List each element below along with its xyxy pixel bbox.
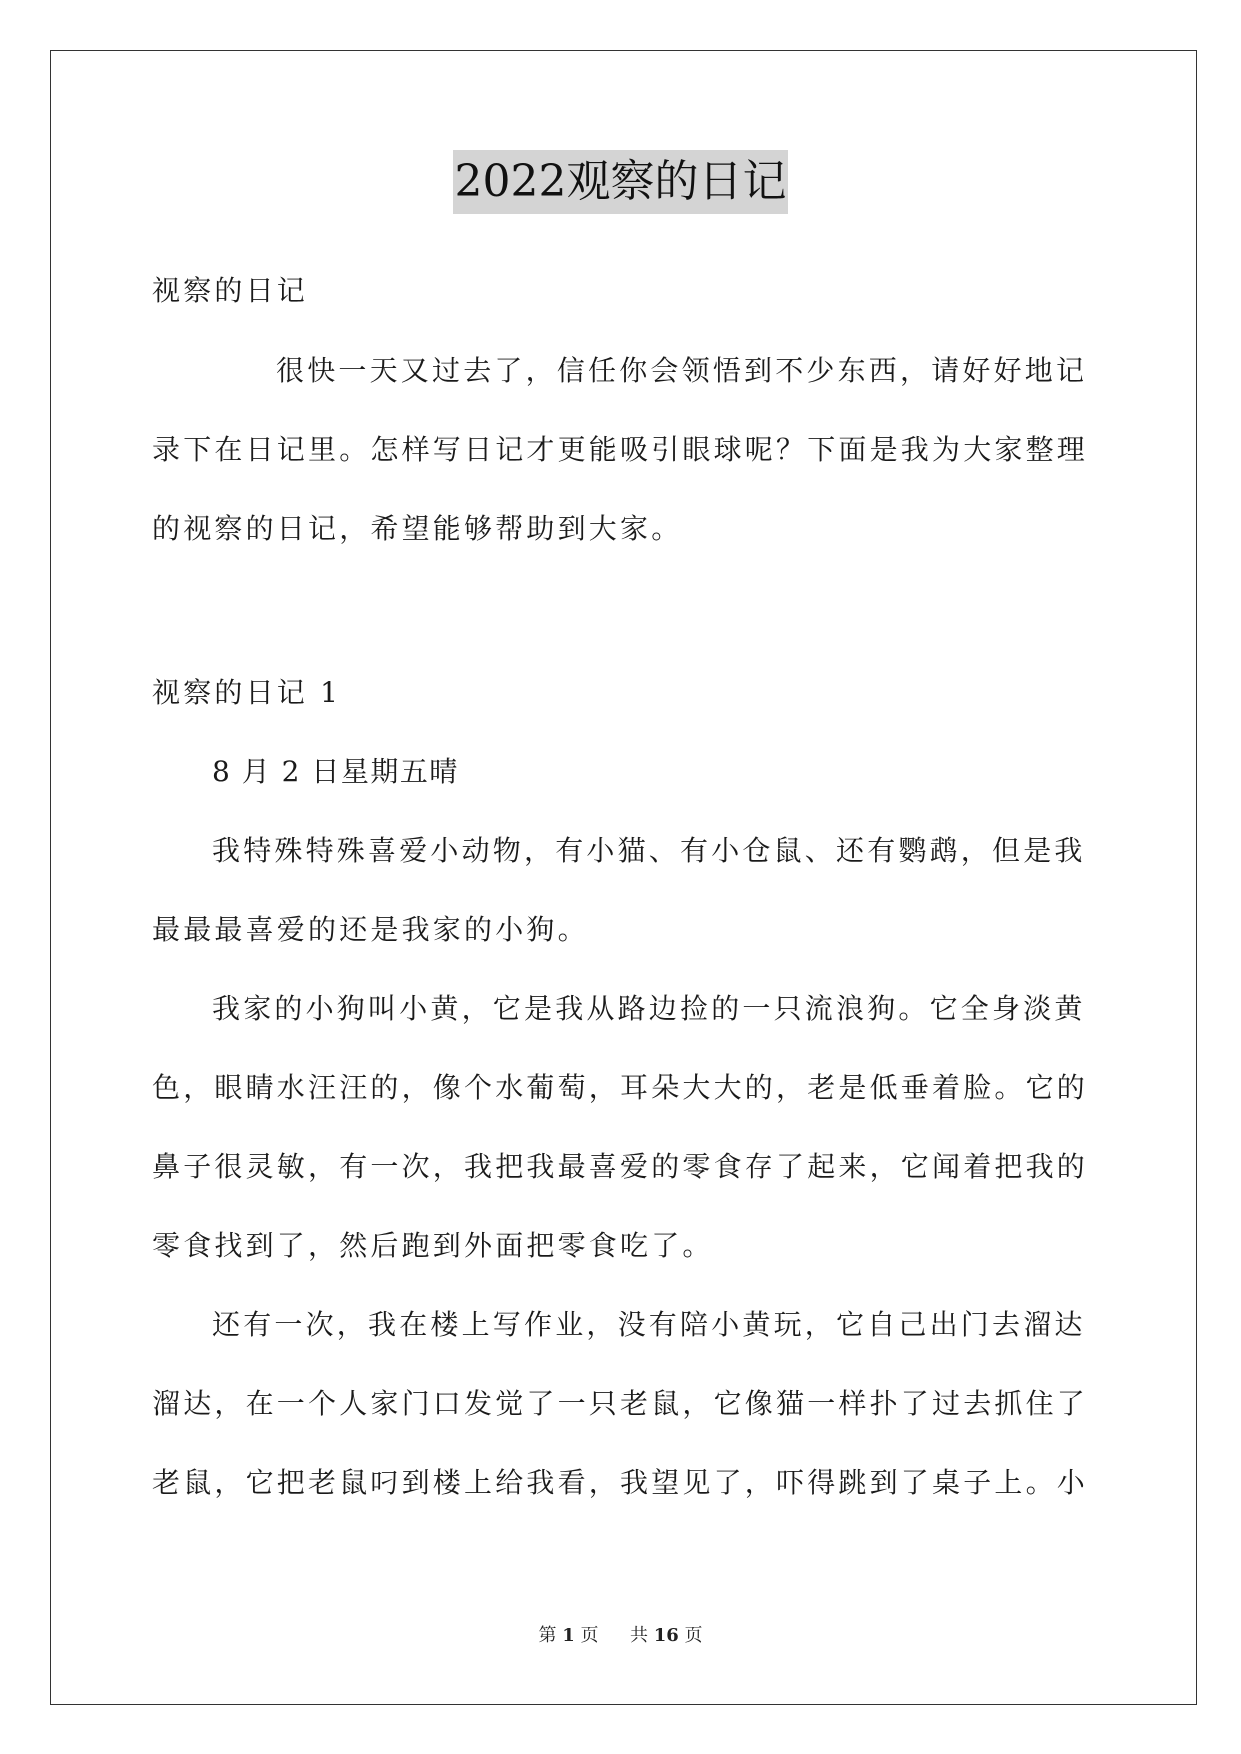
current-page-number: 1 (562, 1625, 575, 1646)
diary-heading: 视察的日记 1 (152, 676, 342, 709)
paragraph-line: 最最最喜爱的还是我家的小狗。 (152, 913, 589, 946)
paragraph-line: 我特殊特殊喜爱小动物，有小猫、有小仓鼠、还有鹦鹉，但是我 (212, 834, 1086, 867)
paragraph-line: 老鼠，它把老鼠叼到楼上给我看，我望见了，吓得跳到了桌子上。小 (152, 1466, 1089, 1499)
total-page-count: 16 (653, 1625, 679, 1646)
section-heading: 视察的日记 (152, 274, 309, 307)
paragraph-line: 色，眼睛水汪汪的，像个水葡萄，耳朵大大的，老是低垂着脸。它的 (152, 1071, 1089, 1104)
intro-line: 的视察的日记，希望能够帮助到大家。 (152, 512, 683, 545)
title-container (0, 150, 1241, 214)
intro-line: 录下在日记里。怎样写日记才更能吸引眼球呢？下面是我为大家整理 (152, 433, 1089, 466)
paragraph-line: 鼻子很灵敏，有一次，我把我最喜爱的零食存了起来，它闻着把我的 (152, 1150, 1089, 1183)
diary-date: 8 月 2 日星期五晴 (212, 755, 459, 788)
total-prefix: 共 (629, 1625, 648, 1646)
paragraph-line: 还有一次，我在楼上写作业，没有陪小黄玩，它自己出门去溜达 (212, 1308, 1086, 1341)
total-unit: 页 (684, 1625, 703, 1646)
page-unit: 页 (580, 1625, 599, 1646)
page-footer (0, 1624, 1241, 1648)
paragraph-line: 溜达，在一个人家门口发觉了一只老鼠，它像猫一样扑了过去抓住了 (152, 1387, 1089, 1420)
document-title: 2022观察的日记 (453, 150, 789, 214)
page-prefix: 第 (538, 1625, 557, 1646)
paragraph-line: 我家的小狗叫小黄，它是我从路边捡的一只流浪狗。它全身淡黄 (212, 992, 1086, 1025)
intro-line: 很快一天又过去了，信任你会领悟到不少东西，请好好地记 (276, 354, 1088, 387)
paragraph-line: 零食找到了，然后跑到外面把零食吃了。 (152, 1229, 714, 1262)
